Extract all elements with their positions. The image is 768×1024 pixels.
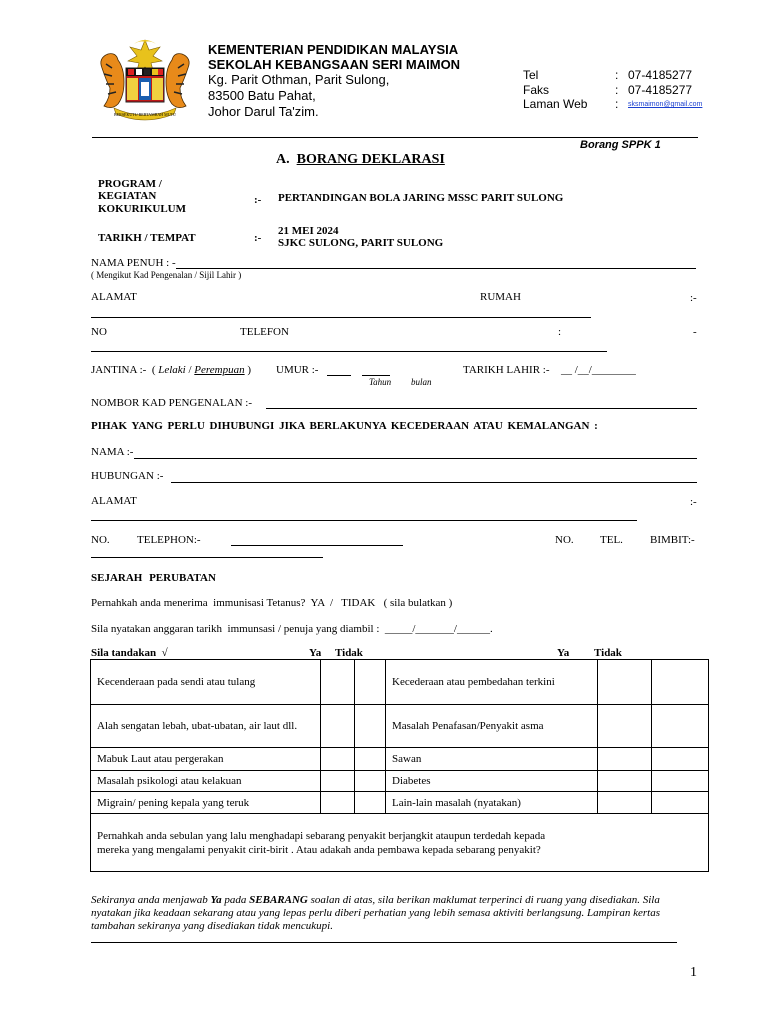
school-logo <box>94 38 196 122</box>
ya-checkbox[interactable] <box>321 748 355 771</box>
emergency-telephon-line[interactable] <box>231 545 403 546</box>
tidak-checkbox[interactable] <box>652 748 709 771</box>
ya-checkbox[interactable] <box>598 660 652 705</box>
no-telefon-dash: - <box>693 326 697 338</box>
tidak-checkbox[interactable] <box>355 771 386 792</box>
school-name: SEKOLAH KEBANGSAAN SERI MAIMON <box>208 57 461 72</box>
contact-fax-value: 07-4185277 <box>628 83 693 97</box>
contact-fax-label: Faks <box>523 83 550 97</box>
nama-penuh-note: ( Mengikut Kad Pengenalan / Sijil Lahir ) <box>91 270 242 280</box>
condition-cell: Diabetes <box>386 771 598 792</box>
condition-cell: Mabuk Laut atau pergerakan <box>91 748 321 771</box>
nombor-kp-line[interactable] <box>266 408 697 409</box>
infectious-disease-question[interactable] <box>91 814 709 872</box>
place-value: SJKC SULONG, PARIT SULONG <box>278 237 444 249</box>
emergency-hubungan-line[interactable] <box>171 482 697 483</box>
tidak-checkbox[interactable] <box>652 705 709 748</box>
program-label-3: KOKURIKULUM <box>98 203 186 215</box>
emergency-hubungan-label: HUBUNGAN :- <box>91 470 164 482</box>
condition-cell: Kecenderaan pada sendi atau tulang <box>91 660 321 705</box>
emergency-bimbit-label: BIMBIT:- <box>650 534 695 546</box>
address-line-2: 83500 Batu Pahat, <box>208 88 316 103</box>
umur-tahun-line[interactable] <box>327 375 351 376</box>
footer-note-line-2: nyatakan jika keadaan sekarang atau yang lepas perlu diberi perhatian yang lebih semasa aktiviti berlangsung. Lampiran kertas <box>91 907 660 919</box>
jantina-field[interactable] <box>91 364 251 376</box>
tick-instruction <box>91 647 168 659</box>
ya-checkbox[interactable] <box>598 748 652 771</box>
umur-tahun-label: Tahun <box>369 377 392 387</box>
contact-web-link[interactable]: sksmaimon@gmail.com <box>628 101 703 108</box>
date-value: 21 MEI 2024 <box>278 225 339 237</box>
condition-cell: Kecederaan atau pembedahan terkini <box>386 660 598 705</box>
nombor-kp-label: NOMBOR KAD PENGENALAN :- <box>91 397 253 409</box>
table-row <box>91 814 709 872</box>
emergency-no2-label: NO. <box>555 534 574 546</box>
tick-mark-icon: √ <box>161 647 168 659</box>
condition-cell: Alah sengatan lebah, ubat-ubatan, air laut dll. <box>91 705 321 748</box>
tidak-checkbox[interactable] <box>355 792 386 814</box>
emergency-telephon-label: TELEPHON:- <box>137 534 201 546</box>
nama-penuh-label: NAMA PENUH : - <box>91 257 176 269</box>
alamat-rumah-sep: :- <box>690 292 697 304</box>
tidak-checkbox[interactable] <box>355 705 386 748</box>
contact-tel-sep: : <box>615 68 619 82</box>
table-row <box>91 771 709 792</box>
tidak-checkbox[interactable] <box>652 792 709 814</box>
program-value: PERTANDINGAN BOLA JARING MSSC PARIT SULONG <box>278 192 564 204</box>
jantina-slash: / <box>188 364 192 376</box>
jantina-perempuan[interactable]: Perempuan <box>194 364 245 376</box>
program-sep: :- <box>254 194 262 206</box>
infectious-question-line-2: mereka yang mengalami penyakit cirit-birit . Atau adakah anda pembawa kepada sebarang penyakit? <box>97 843 541 856</box>
header-divider <box>92 137 698 138</box>
umur-bulan-line[interactable] <box>362 375 390 376</box>
ya-checkbox[interactable] <box>321 792 355 814</box>
ministry-name: KEMENTERIAN PENDIDIKAN MALAYSIA <box>208 42 459 57</box>
alamat-rumah-line[interactable] <box>91 317 591 318</box>
tick-label: Sila tandakan <box>91 647 157 659</box>
borang-code: Borang SPPK 1 <box>580 139 661 151</box>
footer-note-1a: Sekiranya anda menjawab <box>91 894 208 906</box>
form-title-prefix: A. <box>276 152 290 167</box>
emergency-alamat-line[interactable] <box>91 520 637 521</box>
immunisation-date-question: Sila nyatakan anggaran tarikh immunsasi / penuja yang diambil : _____/_______/______. <box>91 623 493 635</box>
ya-checkbox[interactable] <box>321 771 355 792</box>
emergency-alamat-label: ALAMAT <box>91 495 137 507</box>
emergency-heading: PIHAK YANG PERLU DIHUBUNGI JIKA BERLAKUNYA KECEDERAAN ATAU KEMALANGAN : <box>91 420 598 432</box>
tidak-header-left: Tidak <box>335 647 363 659</box>
address-line-1: Kg. Parit Othman, Parit Sulong, <box>208 72 390 87</box>
condition-cell: Masalah psikologi atau kelakuan <box>91 771 321 792</box>
jantina-label: JANTINA :- <box>91 364 147 376</box>
emergency-tel-label: TEL. <box>600 534 623 546</box>
umur-label: UMUR :- <box>276 364 319 376</box>
condition-cell: Sawan <box>386 748 598 771</box>
emergency-alamat-sep: :- <box>690 496 697 508</box>
form-title-text: BORANG DEKLARASI <box>296 152 445 167</box>
medical-table <box>90 659 709 872</box>
umur-bulan-label: bulan <box>411 377 432 387</box>
contact-fax-sep: : <box>615 83 619 97</box>
table-row <box>91 660 709 705</box>
alamat-rumah-label-2: RUMAH <box>480 291 521 303</box>
infectious-question-line-1: Pernahkah anda sebulan yang lalu menghadapi sebarang penyakit berjangkit ataupun terdedah kepada <box>97 829 546 842</box>
emergency-nama-label: NAMA :- <box>91 446 134 458</box>
tidak-header-right: Tidak <box>594 647 622 659</box>
jantina-close: ) <box>247 364 252 376</box>
ya-checkbox[interactable] <box>598 792 652 814</box>
footer-note-1e: soalan di atas, sila berikan maklumat terperinci di ruang yang disediakan. Sila <box>310 894 660 906</box>
no-telefon-sep: : <box>558 326 562 338</box>
footer-note-1c: pada <box>224 894 247 906</box>
tarikh-lahir-label: TARIKH LAHIR :- <box>463 364 550 376</box>
svg-text:BERSEKUTU BERTAMBAH MUTU: BERSEKUTU BERTAMBAH MUTU <box>114 112 176 117</box>
ya-header-left: Ya <box>309 647 322 659</box>
contact-tel-value: 07-4185277 <box>628 68 693 82</box>
condition-cell: Migrain/ pening kepala yang teruk <box>91 792 321 814</box>
ya-checkbox[interactable] <box>321 705 355 748</box>
contact-web-sep: : <box>615 97 619 111</box>
condition-cell: Masalah Penafasan/Penyakit asma <box>386 705 598 748</box>
date-place-label: TARIKH / TEMPAT <box>98 232 196 244</box>
tidak-checkbox[interactable] <box>355 660 386 705</box>
jantina-open: ( <box>151 364 156 376</box>
emergency-bimbit-line[interactable] <box>91 557 323 558</box>
tidak-checkbox[interactable] <box>652 771 709 792</box>
emergency-nama-line[interactable] <box>134 458 697 459</box>
footer-note-line-1 <box>91 894 660 906</box>
medical-heading: SEJARAH PERUBATAN <box>91 572 216 584</box>
footer-note-sebarang: SEBARANG <box>249 894 308 906</box>
ya-checkbox[interactable] <box>321 660 355 705</box>
contact-web-label: Laman Web <box>523 97 588 111</box>
ya-checkbox[interactable] <box>598 705 652 748</box>
malaysia-coat-of-arms-icon <box>94 38 196 122</box>
ya-checkbox[interactable] <box>598 771 652 792</box>
form-title <box>276 152 445 168</box>
jantina-lelaki[interactable]: Lelaki <box>158 364 186 376</box>
tidak-checkbox[interactable] <box>652 660 709 705</box>
program-label-2: KEGIATAN <box>98 190 157 202</box>
program-label-1: PROGRAM / <box>98 178 162 190</box>
table-row <box>91 792 709 814</box>
tarikh-lahir-blank[interactable]: __ /__/________ <box>561 364 636 376</box>
nama-penuh-line[interactable] <box>176 268 696 269</box>
no-telefon-label-2: TELEFON <box>240 326 289 338</box>
emergency-no-label: NO. <box>91 534 110 546</box>
condition-cell: Lain-lain masalah (nyatakan) <box>386 792 598 814</box>
tidak-checkbox[interactable] <box>355 748 386 771</box>
no-telefon-line[interactable] <box>91 351 607 352</box>
no-telefon-label: NO <box>91 326 107 338</box>
page-number: 1 <box>690 965 697 980</box>
footer-note-ya: Ya <box>210 894 222 906</box>
footer-note-line-3: tambahan sekiranya yang disediakan tidak mencukupi. <box>91 920 333 932</box>
footer-answer-line[interactable] <box>91 942 677 943</box>
table-row <box>91 705 709 748</box>
alamat-rumah-label: ALAMAT <box>91 291 137 303</box>
date-place-sep: :- <box>254 232 262 244</box>
contact-tel-label: Tel <box>523 68 539 82</box>
address-line-3: Johor Darul Ta'zim. <box>208 104 319 119</box>
table-row <box>91 748 709 771</box>
ya-header-right: Ya <box>557 647 570 659</box>
tetanus-question: Pernahkah anda menerima immunisasi Tetanus? YA / TIDAK ( sila bulatkan ) <box>91 597 453 609</box>
